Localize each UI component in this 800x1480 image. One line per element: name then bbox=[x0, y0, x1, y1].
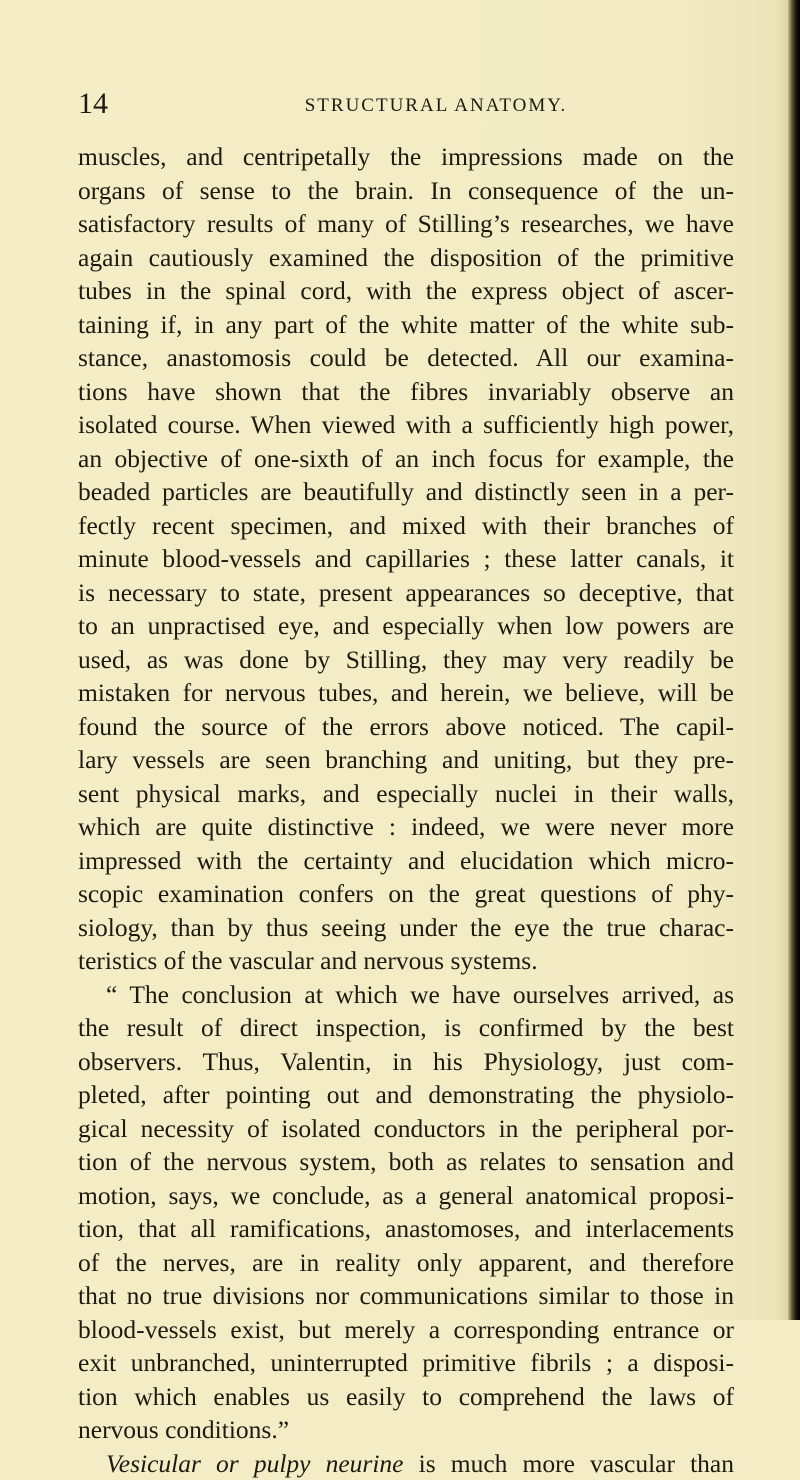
text-line: siology, than by thus seeing under the eye the true charac- bbox=[78, 911, 734, 945]
text-line: stance, anastomosis could be detected. All our examina- bbox=[78, 341, 734, 375]
page-edge-shadow bbox=[788, 0, 800, 1320]
text-line: the result of direct inspection, is confirmed by the best bbox=[78, 1011, 734, 1045]
text-line: muscles, and centripetally the impressions made on the bbox=[78, 140, 734, 174]
text-fragment: is much more vascular than bbox=[403, 1449, 734, 1478]
text-line: blood-vessels exist, but merely a corresponding entrance or bbox=[78, 1313, 734, 1347]
text-line: nervous conditions.” bbox=[78, 1413, 734, 1447]
text-line: taining if, in any part of the white matter of the white sub- bbox=[78, 308, 734, 342]
text-line-last bbox=[78, 1447, 734, 1480]
text-line: is necessary to state, present appearances so deceptive, that bbox=[78, 576, 734, 610]
text-line: exit unbranched, uninterrupted primitive fibrils ; a disposi- bbox=[78, 1346, 734, 1380]
text-line: used, as was done by Stilling, they may very readily be bbox=[78, 643, 734, 677]
text-line: to an unpractised eye, and especially when low powers are bbox=[78, 609, 734, 643]
text-line: sent physical marks, and especially nuclei in their walls, bbox=[78, 777, 734, 811]
text-line: found the source of the errors above noticed. The capil- bbox=[78, 710, 734, 744]
text-line: gical necessity of isolated conductors in the peripheral por- bbox=[78, 1112, 734, 1146]
text-line: isolated course. When viewed with a sufficiently high power, bbox=[78, 408, 734, 442]
text-line: that no true divisions nor communications similar to those in bbox=[78, 1279, 734, 1313]
text-line: organs of sense to the brain. In consequence of the un- bbox=[78, 174, 734, 208]
text-line: lary vessels are seen branching and uniting, but they pre- bbox=[78, 743, 734, 777]
text-line: “ The conclusion at which we have ourselves arrived, as bbox=[78, 978, 734, 1012]
italic-term: Vesicular or pulpy neurine bbox=[106, 1449, 403, 1478]
text-line: mistaken for nervous tubes, and herein, we believe, will be bbox=[78, 676, 734, 710]
page-number: 14 bbox=[78, 84, 108, 124]
text-line: of the nerves, are in reality only apparent, and therefore bbox=[78, 1246, 734, 1280]
text-line: teristics of the vascular and nervous systems. bbox=[78, 944, 734, 978]
running-title: STRUCTURAL ANATOMY. bbox=[78, 86, 734, 126]
text-line: tion which enables us easily to comprehend the laws of bbox=[78, 1380, 734, 1414]
text-line: fectly recent specimen, and mixed with their branches of bbox=[78, 509, 734, 543]
page-header bbox=[78, 84, 734, 124]
text-line: motion, says, we conclude, as a general anatomical proposi- bbox=[78, 1179, 734, 1213]
text-line: tions have shown that the fibres invariably observe an bbox=[78, 375, 734, 409]
body-text bbox=[78, 140, 734, 1480]
text-line: satisfactory results of many of Stilling’s researches, we have bbox=[78, 207, 734, 241]
text-line: again cautiously examined the disposition of the primitive bbox=[78, 241, 734, 275]
text-line: scopic examination confers on the great questions of phy- bbox=[78, 877, 734, 911]
text-line: which are quite distinctive : indeed, we were never more bbox=[78, 810, 734, 844]
text-line: tubes in the spinal cord, with the express object of ascer- bbox=[78, 274, 734, 308]
text-line: beaded particles are beautifully and distinctly seen in a per- bbox=[78, 475, 734, 509]
text-line: observers. Thus, Valentin, in his Physiology, just com- bbox=[78, 1045, 734, 1079]
text-line: an objective of one-sixth of an inch focus for example, the bbox=[78, 442, 734, 476]
text-line: impressed with the certainty and elucidation which micro- bbox=[78, 844, 734, 878]
text-line: tion of the nervous system, both as relates to sensation and bbox=[78, 1145, 734, 1179]
text-line: minute blood-vessels and capillaries ; these latter canals, it bbox=[78, 542, 734, 576]
text-line: tion, that all ramifications, anastomoses, and interlacements bbox=[78, 1212, 734, 1246]
text-line: pleted, after pointing out and demonstrating the physiolo- bbox=[78, 1078, 734, 1112]
